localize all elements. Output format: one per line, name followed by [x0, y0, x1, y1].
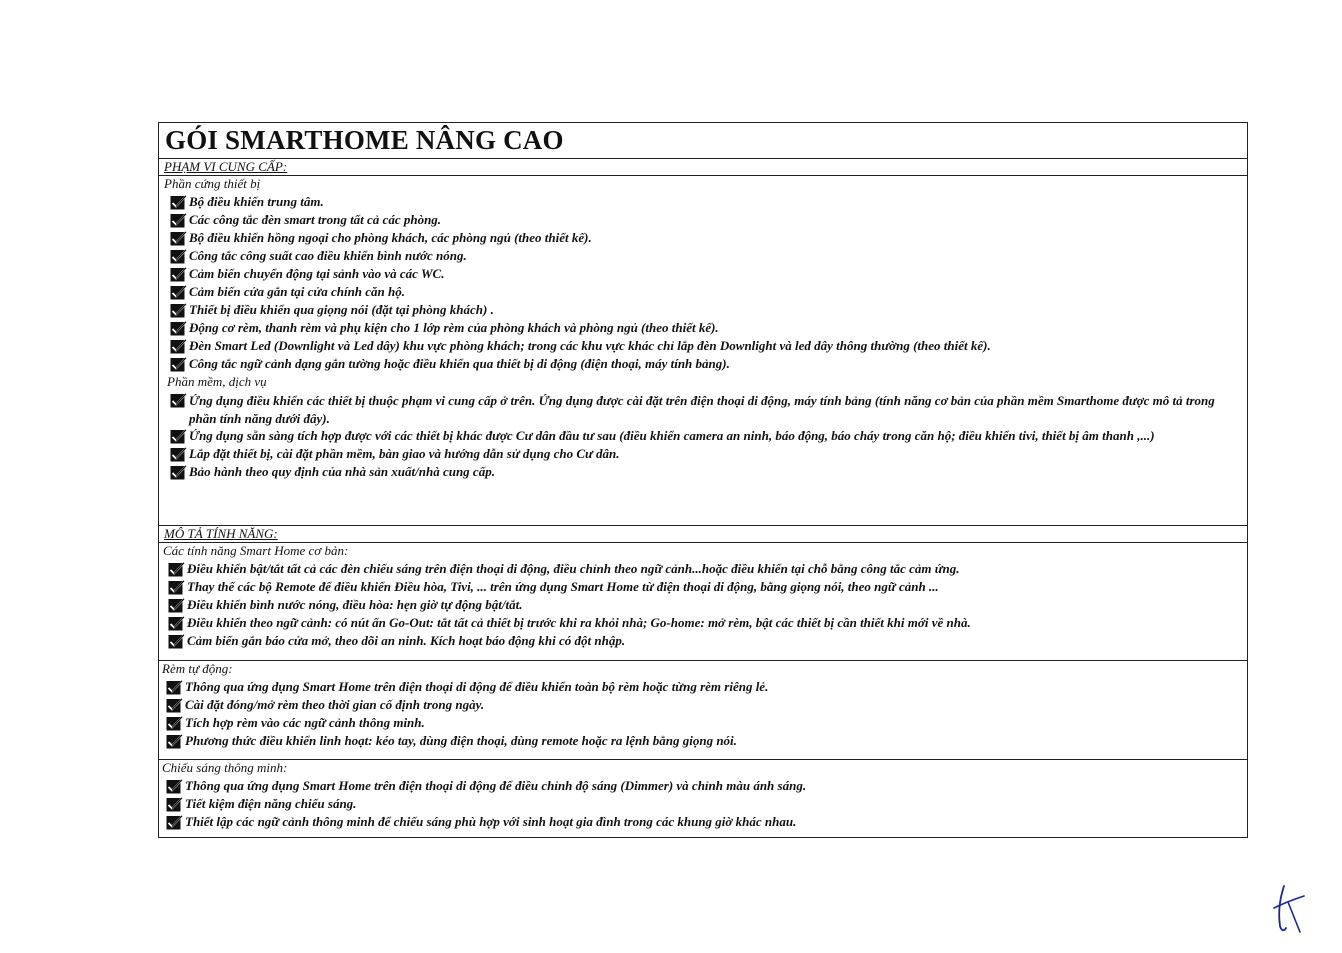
hardware-label: Phần cứng thiết bị	[164, 176, 261, 191]
list-item	[170, 356, 730, 372]
checked-box-icon	[170, 303, 187, 318]
hardware-item: Thiết bị điều khiển qua giọng nói (đặt tại phòng khách) .	[189, 302, 494, 317]
software-label: Phần mềm, dịch vụ	[167, 374, 267, 389]
checked-box-icon	[170, 429, 187, 444]
curtain-item: Cài đặt đóng/mở rèm theo thời gian cố định trong ngày.	[185, 697, 485, 712]
list-item	[170, 428, 1155, 444]
hardware-item: Công tắc ngữ cảnh dạng gắn tường hoặc điều khiển qua thiết bị di động (điện thoại, máy tính bảng).	[189, 356, 730, 371]
basic-features-section	[159, 543, 1247, 661]
software-item: Ứng dụng điều khiển các thiết bị thuộc phạm vi cung cấp ở trên. Ứng dụng được cài đặt trên điện thoại di động, máy tính bảng (tính năng cơ bản của phần mềm Smarthome được mô tả trong phần tính năng dưới đây).	[189, 393, 1215, 426]
scope-header-row	[159, 159, 1247, 176]
checked-box-icon	[170, 447, 187, 462]
checked-box-icon	[170, 339, 187, 354]
hardware-item: Cảm biến chuyển động tại sảnh vào và các WC.	[189, 266, 445, 281]
checked-box-icon	[166, 779, 183, 794]
curtains-label: Rèm tự động:	[162, 661, 233, 676]
lighting-item: Tiết kiệm điện năng chiếu sáng.	[185, 796, 357, 811]
curtain-item: Tích hợp rèm vào các ngữ cảnh thông minh.	[185, 715, 425, 730]
hardware-item: Cảm biến cửa gắn tại cửa chính căn hộ.	[189, 284, 406, 299]
list-item	[166, 814, 796, 830]
lighting-section	[159, 760, 1247, 837]
checked-box-icon	[168, 598, 185, 613]
list-item	[166, 796, 356, 812]
basic-features-label: Các tính năng Smart Home cơ bản:	[163, 543, 349, 558]
checked-box-icon	[166, 734, 183, 749]
list-item	[166, 679, 768, 695]
checked-box-icon	[170, 267, 187, 282]
checked-box-icon	[170, 231, 187, 246]
checked-box-icon	[166, 680, 183, 695]
basic-feature-item: Điều khiển theo ngữ cảnh: có nút ấn Go-Out: tắt tất cả thiết bị trước khi ra khỏi nhà; Go-home: mở rèm, bật các thiết bị cần thiết khi mới về nhà.	[187, 615, 971, 630]
checked-box-icon	[168, 580, 185, 595]
list-item	[170, 446, 620, 462]
curtains-section	[159, 661, 1247, 760]
checked-box-icon	[170, 393, 187, 408]
scope-section	[159, 176, 1247, 526]
software-item: Lắp đặt thiết bị, cài đặt phần mềm, bàn giao và hướng dẫn sử dụng cho Cư dân.	[189, 446, 620, 461]
lighting-label: Chiếu sáng thông minh:	[162, 760, 288, 775]
signature-mark	[1270, 878, 1310, 938]
basic-feature-item: Điều khiển bình nước nóng, điều hòa: hẹn giờ tự động bật/tắt.	[187, 597, 523, 612]
checked-box-icon	[166, 716, 183, 731]
smarthome-spec-table	[158, 122, 1248, 838]
list-item	[170, 320, 719, 336]
scope-header: PHẠM VI CUNG CẤP:	[164, 159, 288, 174]
basic-feature-item: Điều khiển bật/tắt tất cả các đèn chiếu sáng trên điện thoại di động, điều chỉnh theo ngữ cảnh...hoặc điều khiển tại chỗ bằng công tắc cảm ứng.	[187, 561, 960, 576]
checked-box-icon	[170, 249, 187, 264]
list-item	[170, 302, 494, 318]
curtain-item: Phương thức điều khiển linh hoạt: kéo tay, dùng điện thoại, dùng remote hoặc ra lệnh bằng giọng nói.	[185, 733, 737, 748]
checked-box-icon	[170, 465, 187, 480]
checked-box-icon	[170, 213, 187, 228]
list-item	[170, 464, 495, 480]
checked-box-icon	[170, 285, 187, 300]
hardware-item: Các công tắc đèn smart trong tất cả các phòng.	[189, 212, 442, 227]
list-item	[170, 212, 441, 228]
list-item	[168, 615, 971, 631]
checked-box-icon	[168, 616, 185, 631]
list-item	[166, 733, 737, 749]
list-item	[166, 715, 425, 731]
hardware-item: Bộ điều khiển trung tâm.	[189, 194, 324, 209]
list-item	[166, 778, 806, 794]
document-title: GÓI SMARTHOME NÂNG CAO	[165, 125, 564, 155]
hardware-item: Bộ điều khiển hồng ngoại cho phòng khách, các phòng ngủ (theo thiết kế).	[189, 230, 592, 245]
title-row	[159, 123, 1247, 159]
checked-box-icon	[166, 797, 183, 812]
features-header: MÔ TẢ TÍNH NĂNG:	[164, 526, 278, 541]
list-item	[168, 633, 625, 649]
checked-box-icon	[168, 562, 185, 577]
software-item: Ứng dụng sẵn sàng tích hợp được với các thiết bị khác được Cư dân đầu tư sau (điều khiển camera an ninh, báo động, báo cháy trong căn hộ; điều khiển tivi, thiết bị âm thanh ,...)	[189, 428, 1155, 443]
list-item	[166, 697, 484, 713]
checked-box-icon	[166, 698, 183, 713]
basic-feature-item: Cảm biến gắn báo cửa mở, theo dõi an ninh. Kích hoạt báo động khi có đột nhập.	[187, 633, 626, 648]
software-item: Bảo hành theo quy định của nhà sản xuất/nhà cung cấp.	[189, 464, 495, 479]
list-item	[170, 194, 324, 210]
list-item	[170, 338, 991, 354]
features-header-row	[159, 526, 1247, 543]
list-item	[170, 284, 405, 300]
checked-box-icon	[170, 321, 187, 336]
list-item	[168, 597, 522, 613]
checked-box-icon	[166, 815, 183, 830]
list-item	[170, 248, 467, 264]
lighting-item: Thông qua ứng dụng Smart Home trên điện thoại di động để điều chỉnh độ sáng (Dimmer) và chỉnh màu ánh sáng.	[185, 778, 807, 793]
basic-feature-item: Thay thế các bộ Remote để điều khiển Điều hòa, Tivi, ... trên ứng dụng Smart Home từ điện thoại di động, bằng giọng nói, theo ngữ cảnh ...	[187, 579, 939, 594]
hardware-item: Đèn Smart Led (Downlight và Led dây) khu vực phòng khách; trong các khu vực khác chỉ lắp đèn Downlight và led dây thông thường (theo thiết kế).	[189, 338, 991, 353]
list-item	[170, 266, 444, 282]
checked-box-icon	[170, 357, 187, 372]
list-item	[168, 561, 960, 577]
list-item	[170, 392, 1230, 428]
hardware-item: Công tắc công suất cao điều khiển bình nước nóng.	[189, 248, 467, 263]
hardware-item: Động cơ rèm, thanh rèm và phụ kiện cho 1 lớp rèm của phòng khách và phòng ngủ (theo thiết kế).	[189, 320, 719, 335]
lighting-item: Thiết lập các ngữ cảnh thông minh để chiếu sáng phù hợp với sinh hoạt gia đình trong các khung giờ khác nhau.	[185, 814, 797, 829]
curtain-item: Thông qua ứng dụng Smart Home trên điện thoại di động để điều khiển toàn bộ rèm hoặc từng rèm riêng lẻ.	[185, 679, 769, 694]
checked-box-icon	[170, 195, 187, 210]
checked-box-icon	[168, 634, 185, 649]
list-item	[170, 230, 592, 246]
list-item	[168, 579, 939, 595]
